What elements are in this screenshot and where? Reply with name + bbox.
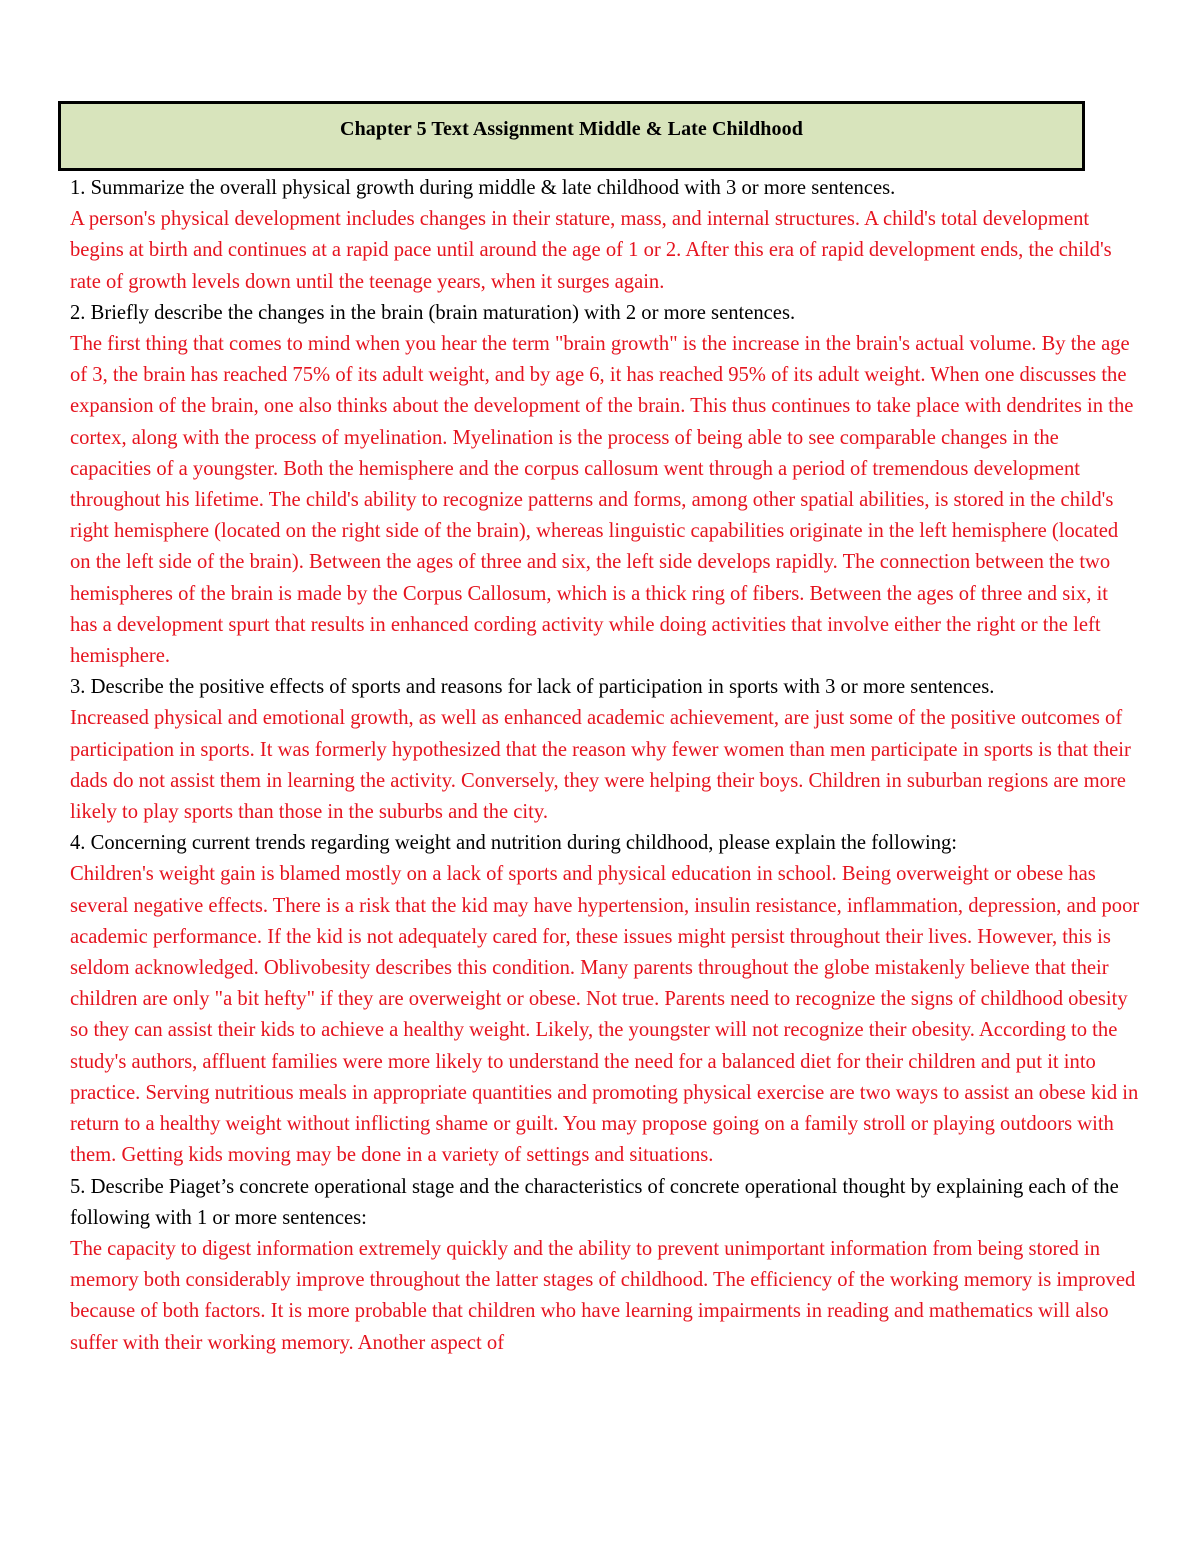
- question-2: 2. Briefly describe the changes in the brain (brain maturation) with 2 or more sentences.: [70, 301, 796, 324]
- question-4: 4. Concerning current trends regarding weight and nutrition during childhood, please explain the following:: [70, 832, 958, 855]
- answer-3: Increased physical and emotional growth, as well as enhanced academic achievement, are just some of the positive outcomes of participation in sports. It was formerly hypothesized that the reason why fewer women than men participate in sports is that their dads do not assist them in learning the activity. Conversely, they were helping their boys. Children in suburban regions are more likely to play sports than those in the suburbs and the city.: [70, 707, 1131, 824]
- answer-2: The first thing that comes to mind when you hear the term "brain growth" is the increase in the brain's actual volume. By the age of 3, the brain has reached 75% of its adult weight, and by age 6, it has reached 95% of its adult weight. When one discusses the expansion of the brain, one also thinks about the development of the brain. This thus continues to take place with dendrites in the cortex, along with the process of myelination. Myelination is the process of being able to see comparable changes in the capacities of a youngster. Both the hemisphere and the corpus callosum went through a period of tremendous development throughout his lifetime. The child's ability to recognize patterns and forms, among other spatial abilities, is stored in the child's right hemisphere (located on the right side of the brain), whereas linguistic capabilities originate in the left hemisphere (located on the left side of the brain). Between the ages of three and six, the left side develops rapidly. The connection between the two hemispheres of the brain is made by the Corpus Callosum, which is a thick ring of fibers. Between the ages of three and six, it has a development spurt that results in enhanced cording activity while doing activities that involve either the right or the left hemisphere.: [70, 333, 1134, 668]
- page-title: Chapter 5 Text Assignment Middle & Late Childhood: [340, 118, 803, 140]
- question-1: 1. Summarize the overall physical growth during middle & late childhood with 3 or more sentences.: [70, 177, 896, 199]
- question-3: 3. Describe the positive effects of sports and reasons for lack of participation in sports with 3 or more sentences.: [70, 676, 995, 699]
- answer-4: Children's weight gain is blamed mostly on a lack of sports and physical education in school. Being overweight or obese has several negative effects. There is a risk that the kid may have hypertension, insulin resistance, inflammation, depression, and poor academic performance. If the kid is not adequately cared for, these issues might persist throughout their lives. However, this is seldom acknowledged. Oblivobesity describes this condition. Many parents throughout the globe mistakenly believe that their children are only "a bit hefty" if they are overweight or obese. Not true. Parents need to recognize the signs of childhood obesity so they can assist their kids to achieve a healthy weight. Likely, the youngster will not recognize their obesity. According to the study's authors, affluent families were more likely to understand the need for a balanced diet for their children and put it into practice. Serving nutritious meals in appropriate quantities and promoting physical exercise are two ways to assist an obese kid in return to a healthy weight without inflicting shame or guilt. You may propose going on a family stroll or playing outdoors with them. Getting kids moving may be done in a variety of settings and situations.: [70, 863, 1140, 1167]
- answer-5: The capacity to digest information extremely quickly and the ability to prevent unimportant information from being stored in memory both considerably improve throughout the latter stages of childhood. The efficiency of the working memory is improved because of both factors. It is more probable that children who have learning impairments in reading and mathematics will also suffer with their working memory. Another aspect of: [70, 1237, 1136, 1354]
- question-5: 5. Describe Piaget’s concrete operational stage and the characteristics of concrete operational thought by explaining each of the following with 1 or more sentences:: [70, 1175, 1119, 1229]
- title-banner: [58, 101, 1085, 171]
- assignment-body: [70, 173, 1140, 1359]
- answer-1: A person's physical development includes changes in their stature, mass, and internal structures. A child's total development begins at birth and continues at a rapid pace until around the age of 1 or 2. After this era of rapid development ends, the child's rate of growth levels down until the teenage years, when it surges again.: [70, 208, 1112, 293]
